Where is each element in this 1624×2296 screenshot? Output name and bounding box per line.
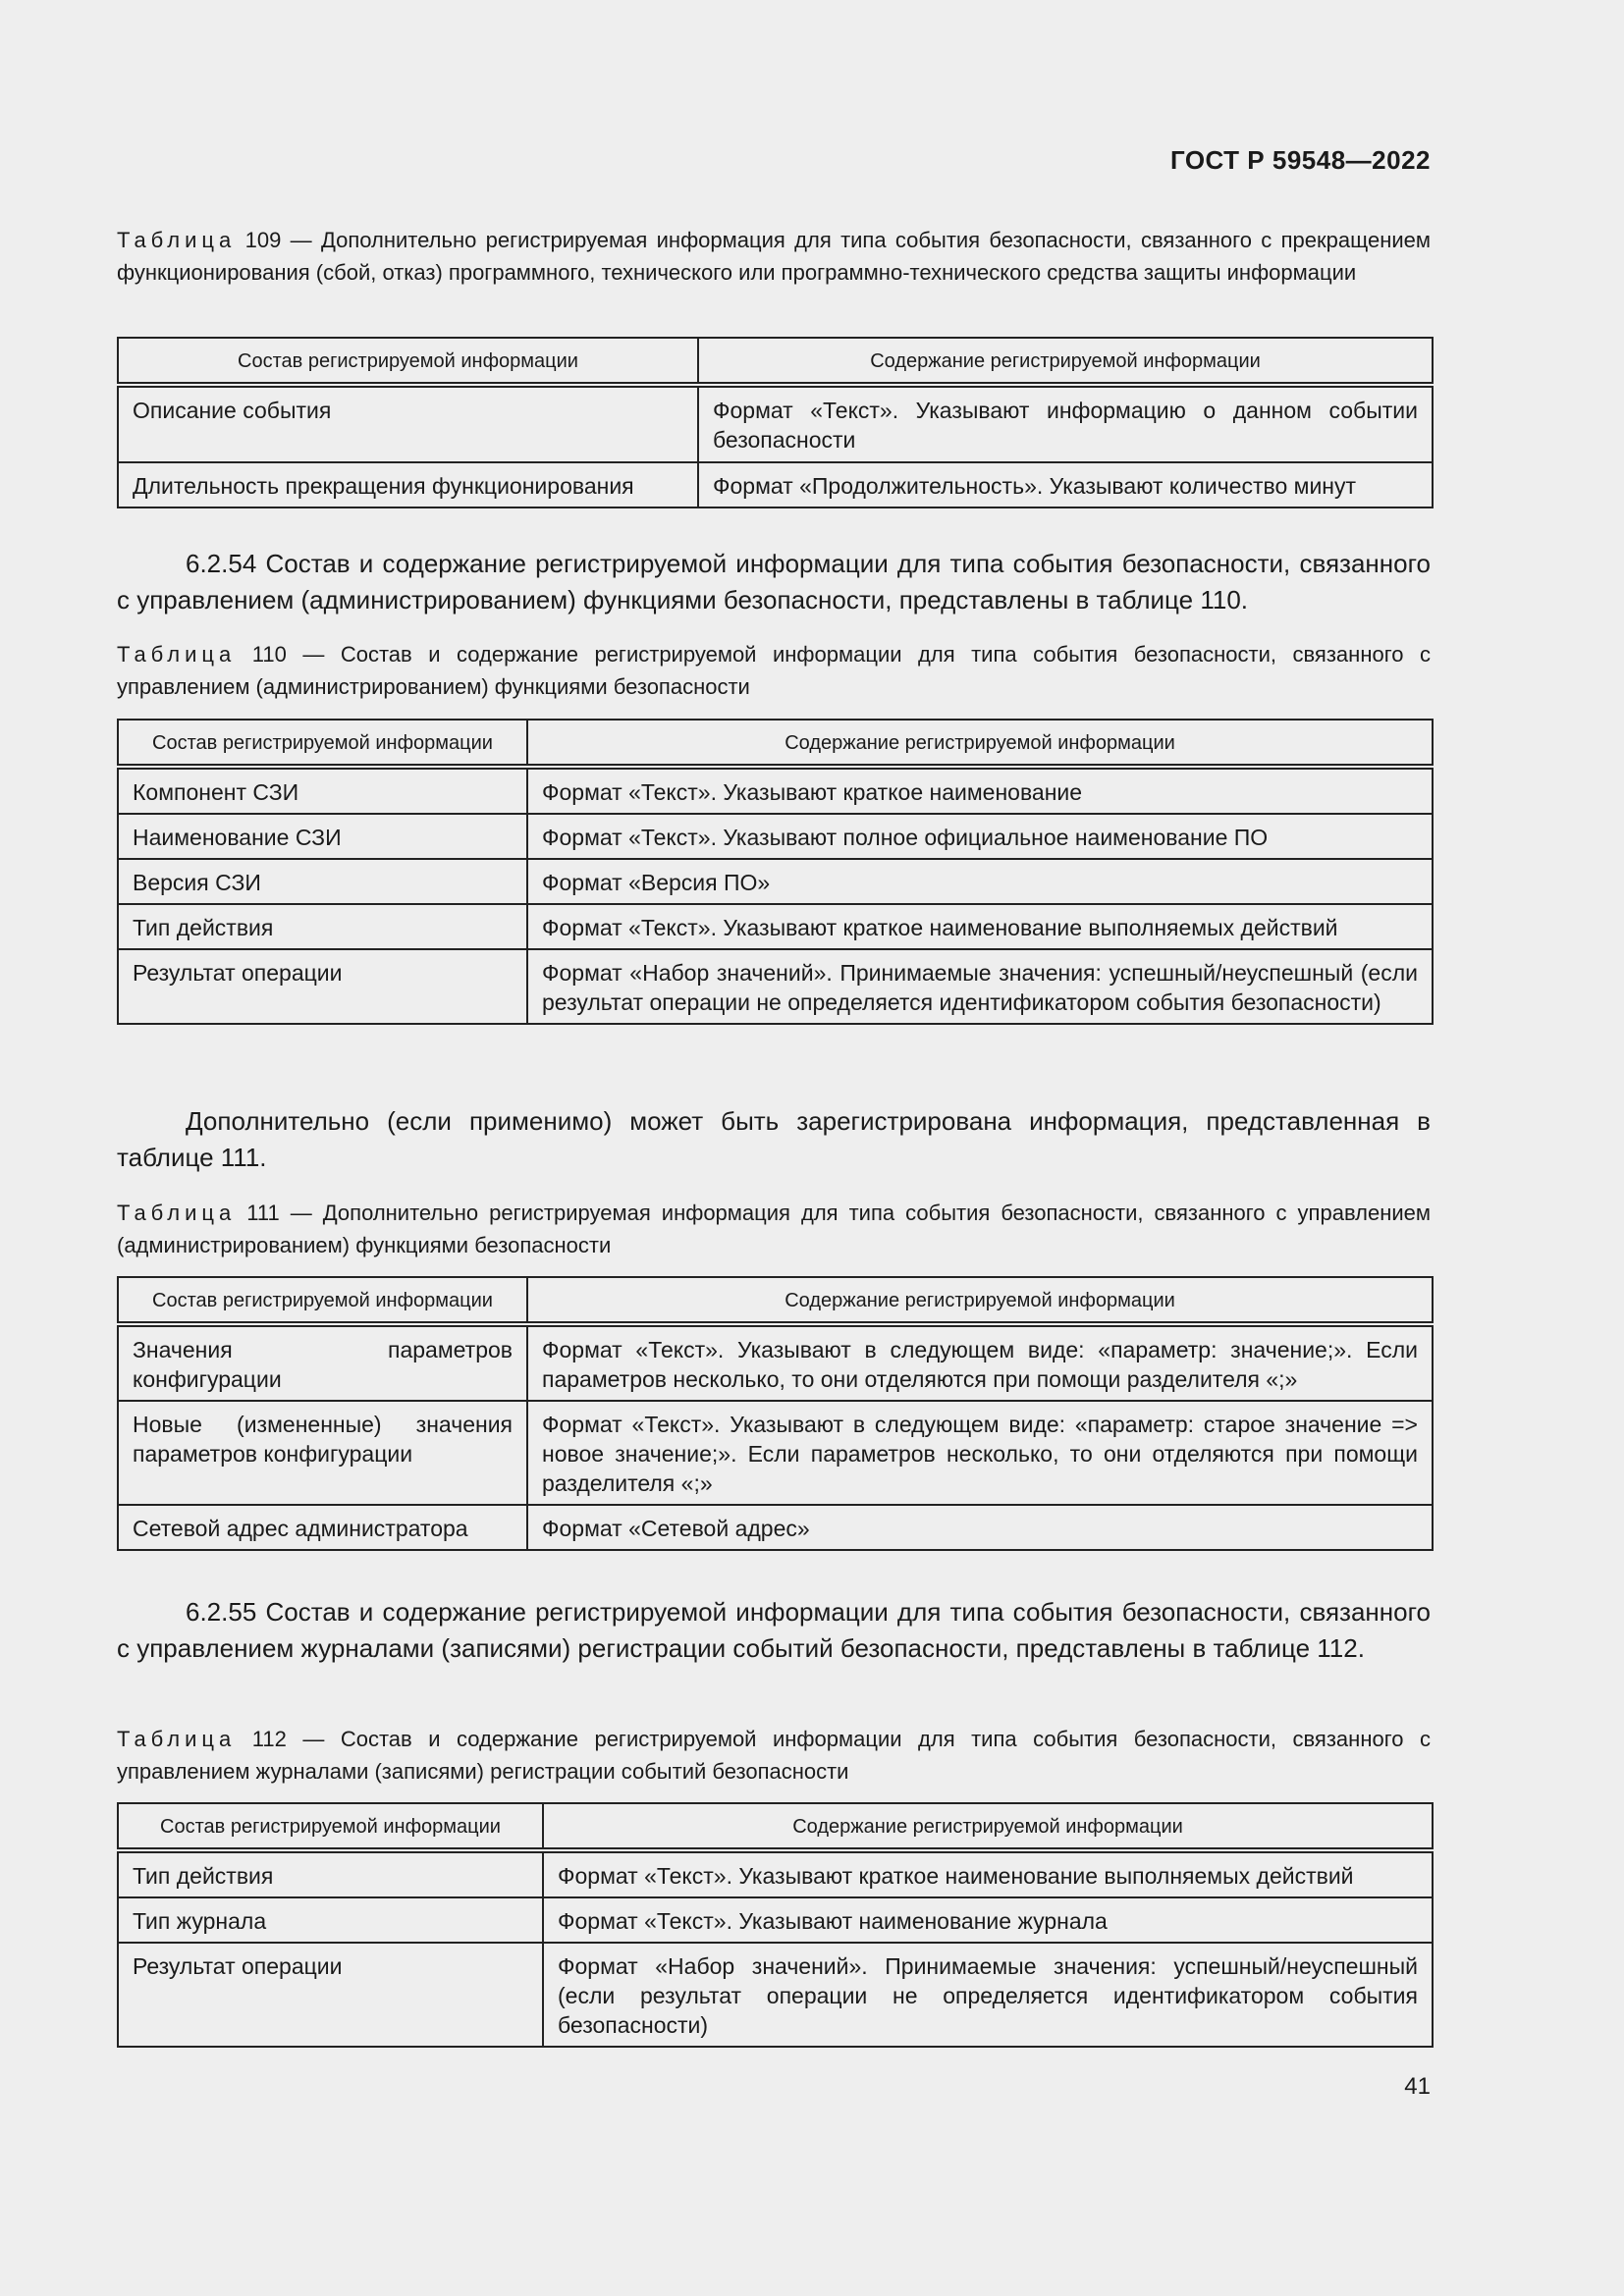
table-cell: Тип действия bbox=[118, 904, 527, 949]
table-110-caption bbox=[117, 638, 1431, 703]
paragraph-6-2-54: 6.2.54 Состав и содержание регистрируемой информации для типа события безопасности, связанного с управлением (администрированием) функциями безопасности, представлены в таблице 110. bbox=[117, 549, 1431, 614]
column-header-content: Содержание регистрируемой информации bbox=[543, 1803, 1433, 1850]
table-111-caption bbox=[117, 1197, 1431, 1261]
column-header-composition: Состав регистрируемой информации bbox=[118, 1803, 543, 1850]
table-row bbox=[118, 385, 1433, 462]
table-row bbox=[118, 1324, 1433, 1401]
table-row bbox=[118, 1850, 1433, 1897]
table-cell: Формат «Сетевой адрес» bbox=[527, 1505, 1433, 1550]
table-cell: Результат операции bbox=[118, 949, 527, 1024]
document-number: ГОСТ Р 59548—2022 bbox=[1169, 145, 1431, 175]
caption-label: Таблица bbox=[117, 642, 237, 667]
table-cell: Формат «Текст». Указывают в следующем виде: «параметр: старое значение => новое значение;». Если параметров несколько, то они отделяются при помощи разделителя «;» bbox=[527, 1401, 1433, 1505]
table-cell: Формат «Набор значений». Принимаемые значения: успешный/неуспешный (если результат операции не определяется идентификатором события безопасности) bbox=[527, 949, 1433, 1024]
caption-text: 109 — Дополнительно регистрируемая информация для типа события безопасности, связанного с прекращением функционирования (сбой, отказ) программного, технического или программно-технического средства защиты информации bbox=[117, 228, 1431, 285]
column-header-composition: Состав регистрируемой информации bbox=[118, 720, 527, 767]
table-cell: Формат «Текст». Указывают краткое наименование bbox=[527, 767, 1433, 814]
paragraph-6-2-55: 6.2.55 Состав и содержание регистрируемой информации для типа события безопасности, связанного с управлением журналами (записями) регистрации событий безопасности, представлены в таблице 112. bbox=[117, 1597, 1431, 1663]
caption-text: 112 — Состав и содержание регистрируемой информации для типа события безопасности, связанного с управлением журналами (записями) регистрации событий безопасности bbox=[117, 1727, 1431, 1784]
table-header-row bbox=[118, 720, 1433, 767]
table-cell: Формат «Текст». Указывают наименование журнала bbox=[543, 1897, 1433, 1943]
caption-text: 111 — Дополнительно регистрируемая информация для типа события безопасности, связанного с управлением (администрированием) функциями безопасности bbox=[117, 1201, 1431, 1257]
column-header-content: Содержание регистрируемой информации bbox=[527, 720, 1433, 767]
page-number: 41 bbox=[1404, 2073, 1431, 2100]
table-row bbox=[118, 859, 1433, 904]
column-header-content: Содержание регистрируемой информации bbox=[527, 1277, 1433, 1324]
column-header-content: Содержание регистрируемой информации bbox=[698, 338, 1433, 385]
table-cell: Тип журнала bbox=[118, 1897, 543, 1943]
table-112-caption bbox=[117, 1723, 1431, 1788]
table-110 bbox=[117, 719, 1434, 1025]
table-row bbox=[118, 767, 1433, 814]
table-row bbox=[118, 1401, 1433, 1505]
column-header-composition: Состав регистрируемой информации bbox=[118, 1277, 527, 1324]
table-cell: Значения параметров конфигурации bbox=[118, 1324, 527, 1401]
table-cell: Формат «Текст». Указывают краткое наименование выполняемых действий bbox=[527, 904, 1433, 949]
table-header-row bbox=[118, 1277, 1433, 1324]
table-cell: Длительность прекращения функционирования bbox=[118, 462, 698, 507]
table-cell: Результат операции bbox=[118, 1943, 543, 2047]
table-row bbox=[118, 904, 1433, 949]
table-cell: Описание события bbox=[118, 385, 698, 462]
table-row bbox=[118, 1943, 1433, 2047]
table-cell: Сетевой адрес администратора bbox=[118, 1505, 527, 1550]
table-cell: Компонент СЗИ bbox=[118, 767, 527, 814]
table-cell: Версия СЗИ bbox=[118, 859, 527, 904]
table-cell: Наименование СЗИ bbox=[118, 814, 527, 859]
table-cell: Формат «Текст». Указывают в следующем виде: «параметр: значение;». Если параметров несколько, то они отделяются при помощи разделителя «;» bbox=[527, 1324, 1433, 1401]
table-row bbox=[118, 1505, 1433, 1550]
table-cell: Формат «Текст». Указывают полное официальное наименование ПО bbox=[527, 814, 1433, 859]
caption-label: Таблица bbox=[117, 1201, 237, 1225]
caption-text: 110 — Состав и содержание регистрируемой информации для типа события безопасности, связанного с управлением (администрированием) функциями безопасности bbox=[117, 642, 1431, 699]
table-cell: Формат «Версия ПО» bbox=[527, 859, 1433, 904]
table-111 bbox=[117, 1276, 1434, 1551]
table-header-row bbox=[118, 1803, 1433, 1850]
caption-label: Таблица bbox=[117, 228, 237, 252]
table-cell: Тип действия bbox=[118, 1850, 543, 1897]
table-cell: Формат «Текст». Указывают информацию о данном событии безопасности bbox=[698, 385, 1433, 462]
table-row bbox=[118, 814, 1433, 859]
table-109-caption bbox=[117, 224, 1431, 289]
table-cell: Формат «Текст». Указывают краткое наименование выполняемых действий bbox=[543, 1850, 1433, 1897]
paragraph-additional: Дополнительно (если применимо) может быть зарегистрирована информация, представленная в таблице 111. bbox=[117, 1106, 1431, 1172]
column-header-composition: Состав регистрируемой информации bbox=[118, 338, 698, 385]
table-row bbox=[118, 1897, 1433, 1943]
table-cell: Формат «Набор значений». Принимаемые значения: успешный/неуспешный (если результат операции не определяется идентификатором события безопасности) bbox=[543, 1943, 1433, 2047]
table-header-row bbox=[118, 338, 1433, 385]
table-112 bbox=[117, 1802, 1434, 2048]
caption-label: Таблица bbox=[117, 1727, 237, 1751]
table-cell: Формат «Продолжительность». Указывают количество минут bbox=[698, 462, 1433, 507]
table-cell: Новые (измененные) значения параметров конфигурации bbox=[118, 1401, 527, 1505]
table-row bbox=[118, 949, 1433, 1024]
table-row bbox=[118, 462, 1433, 507]
table-109 bbox=[117, 337, 1434, 508]
